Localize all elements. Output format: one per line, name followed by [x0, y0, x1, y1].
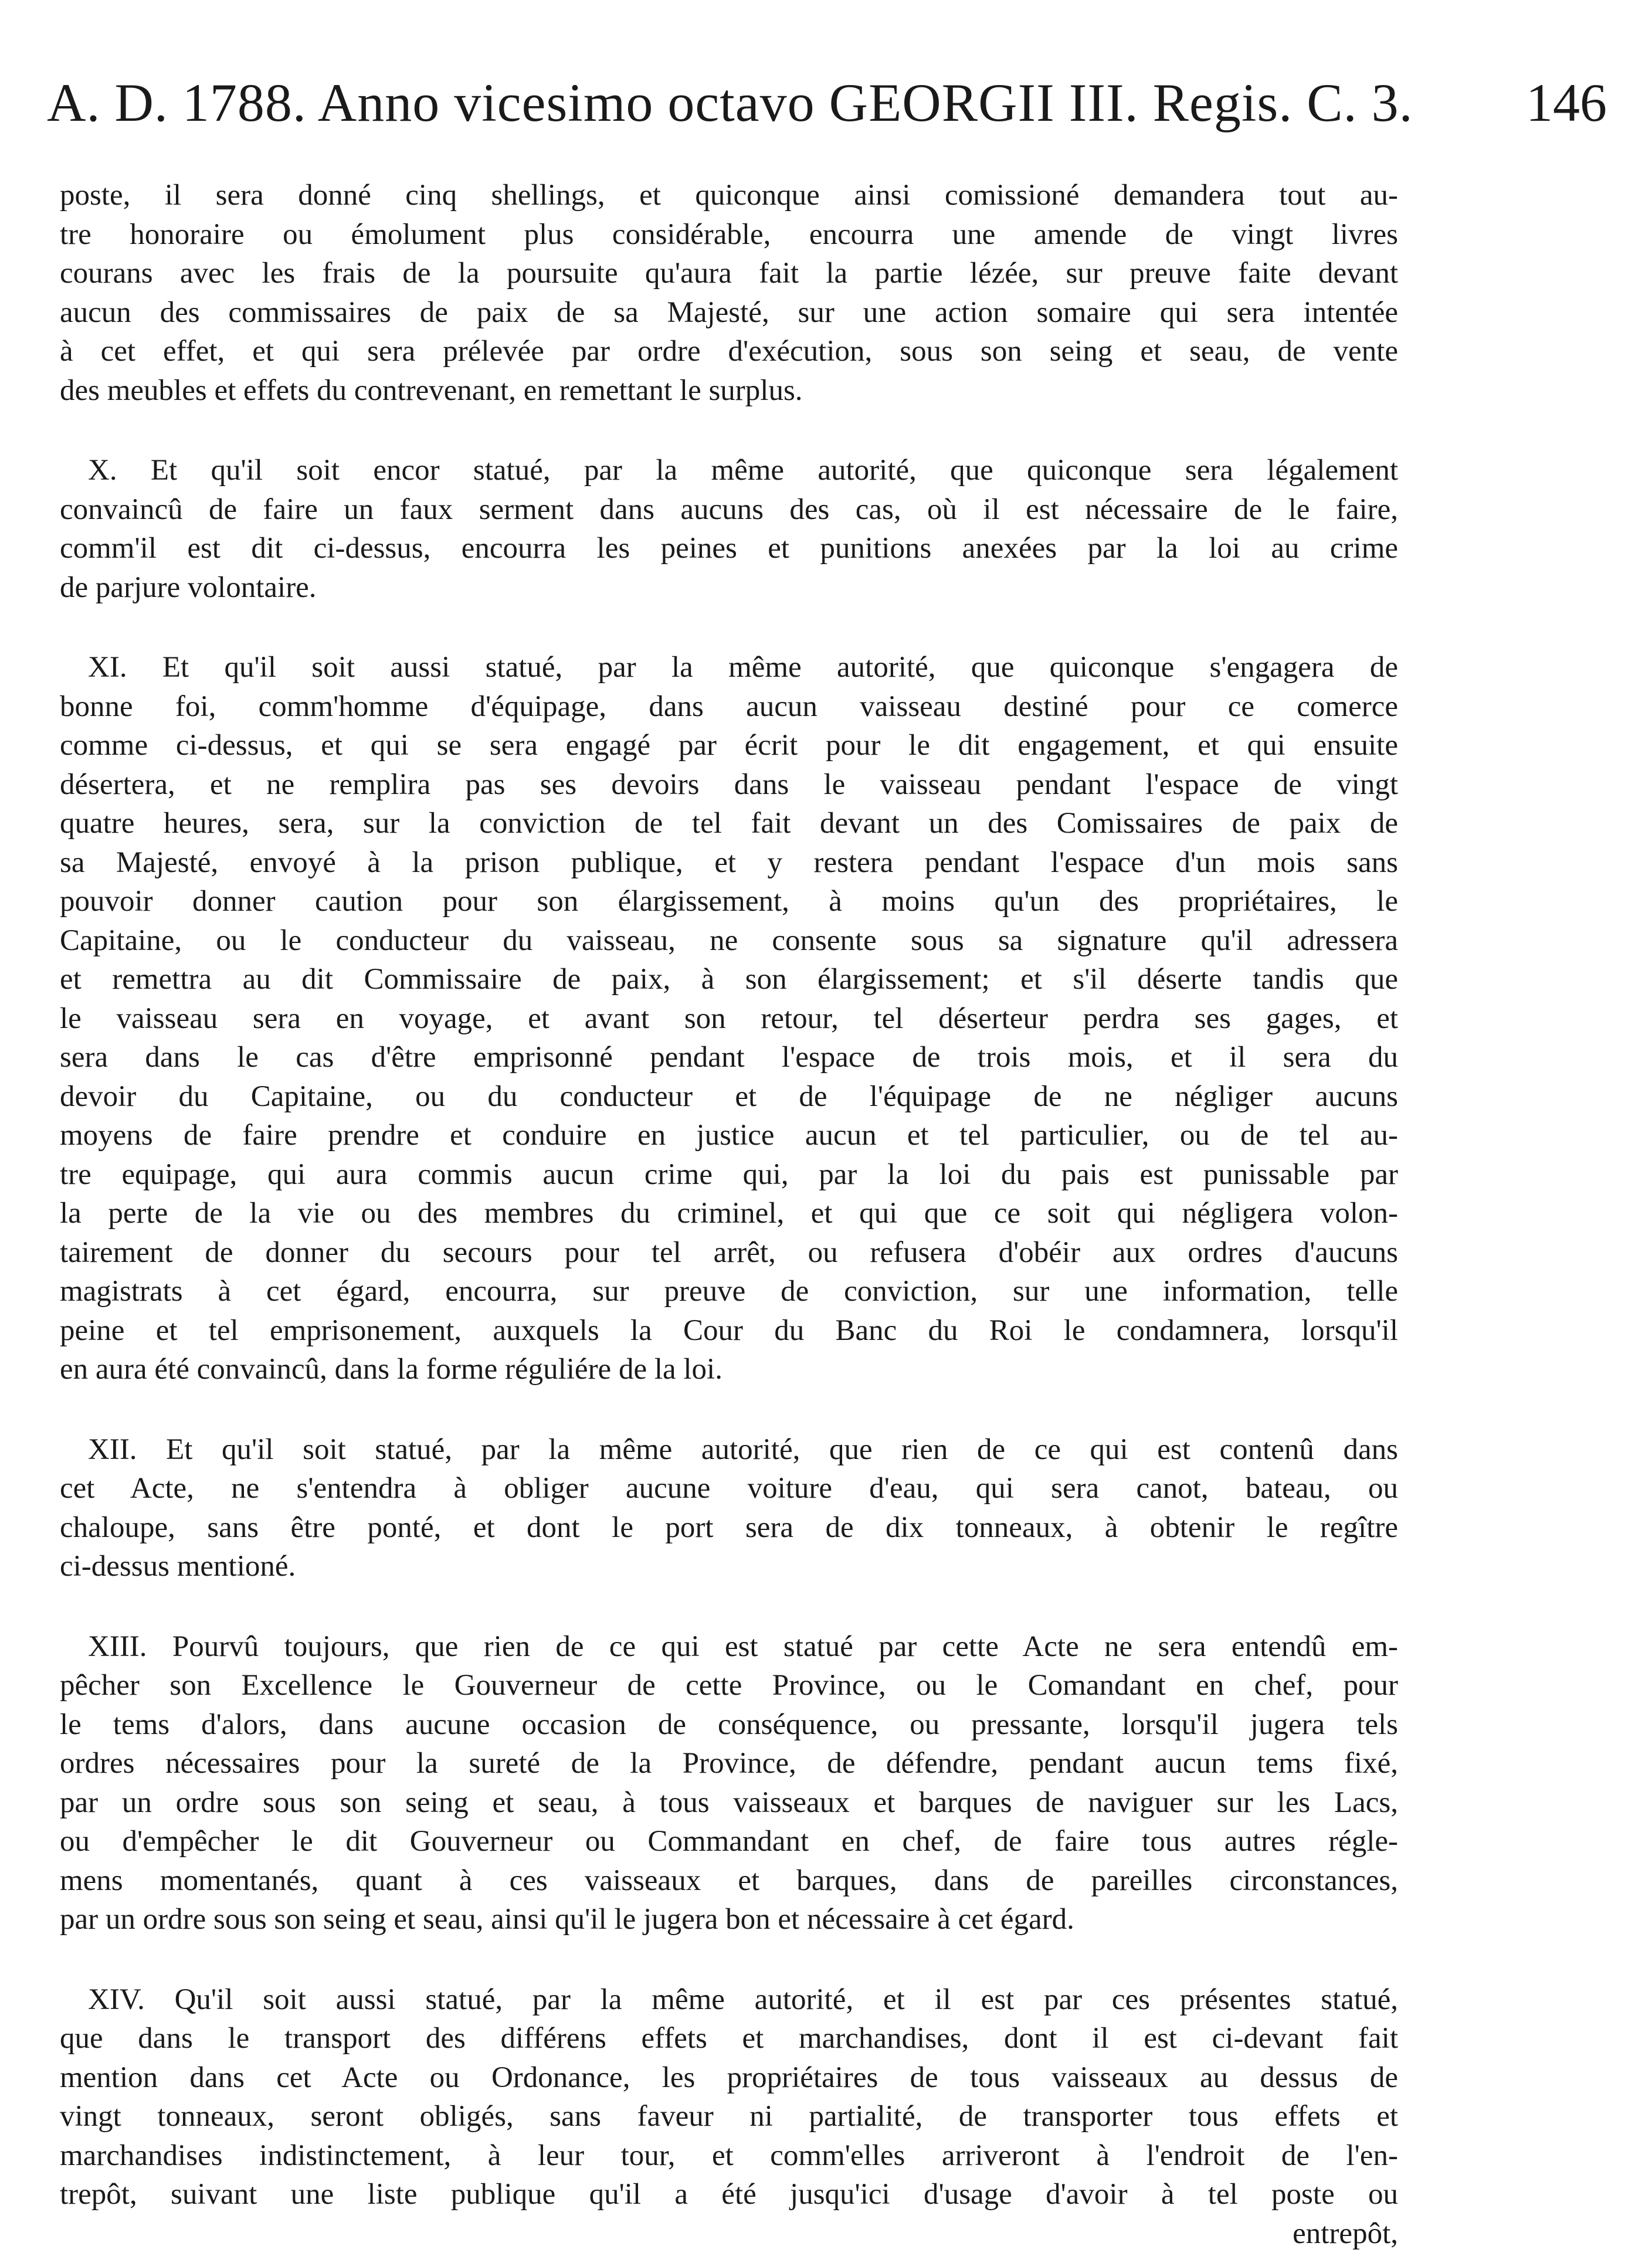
text-line: aucun des commissaires de paix de sa Majesté, sur une action somaire qui sera intentée: [60, 293, 1398, 332]
text-line: par un ordre sous son seing et seau, ainsi qu'il le jugera bon et nécessaire à cet égard.: [60, 1900, 1398, 1939]
text-line: la perte de la vie ou des membres du criminel, et qui que ce soit qui négligera volon-: [60, 1194, 1398, 1233]
text-line: tre honoraire ou émolument plus considérable, encourra une amende de vingt livres: [60, 215, 1398, 255]
paragraph-continuation: [60, 176, 1398, 410]
text-line: à cet effet, et qui sera prélevée par ordre d'exécution, sous son seing et seau, de vente: [60, 332, 1398, 371]
section-xii: [60, 1430, 1398, 1586]
text-line: marchandises indistinctement, à leur tour, et comm'elles arriveront à l'endroit de l'en-: [60, 2136, 1398, 2176]
catchword: entrepôt,: [60, 2214, 1398, 2253]
text-line: peine et tel emprisonement, auxquels la Cour du Banc du Roi le condamnera, lorsqu'il: [60, 1311, 1398, 1351]
section-xiv: [60, 1980, 1398, 2253]
text-line: XIII. Pourvû toujours, que rien de ce qui est statué par cette Acte ne sera entendû em-: [60, 1627, 1398, 1667]
text-line: chaloupe, sans être ponté, et dont le port sera de dix tonneaux, à obtenir le regître: [60, 1508, 1398, 1548]
text-line: moyens de faire prendre et conduire en justice aucun et tel particulier, ou de tel au-: [60, 1116, 1398, 1155]
section-xiii: [60, 1627, 1398, 1939]
text-line: cet Acte, ne s'entendra à obliger aucune voiture d'eau, qui sera canot, bateau, ou: [60, 1469, 1398, 1508]
text-line: tre equipage, qui aura commis aucun crime qui, par la loi du pais est punissable par: [60, 1155, 1398, 1195]
text-line: mens momentanés, quant à ces vaisseaux et barques, dans de pareilles circonstances,: [60, 1861, 1398, 1901]
text-line: le vaisseau sera en voyage, et avant son retour, tel déserteur perdra ses gages, et: [60, 999, 1398, 1039]
text-line: de parjure volontaire.: [60, 568, 1398, 608]
page-header: [47, 59, 1607, 147]
text-line: tairement de donner du secours pour tel arrêt, ou refusera d'obéir aux ordres d'aucuns: [60, 1233, 1398, 1273]
text-line: des meubles et effets du contrevenant, en remettant le surplus.: [60, 371, 1398, 410]
text-line: ou d'empêcher le dit Gouverneur ou Commandant en chef, de faire tous autres régle-: [60, 1822, 1398, 1861]
text-line: quatre heures, sera, sur la conviction de tel fait devant un des Comissaires de paix de: [60, 804, 1398, 843]
text-line: ordres nécessaires pour la sureté de la Province, de défendre, pendant aucun tems fixé,: [60, 1744, 1398, 1783]
text-line: et remettra au dit Commissaire de paix, à son élargissement; et s'il déserte tandis que: [60, 960, 1398, 999]
text-line: pêcher son Excellence le Gouverneur de cette Province, ou le Comandant en chef, pour: [60, 1666, 1398, 1705]
body-text: [60, 176, 1398, 2253]
text-line: par un ordre sous son seing et seau, à tous vaisseaux et barques de naviguer sur les Lacs,: [60, 1783, 1398, 1823]
text-line: désertera, et ne remplira pas ses devoirs dans le vaisseau pendant l'espace de vingt: [60, 765, 1398, 805]
text-line: magistrats à cet égard, encourra, sur preuve de conviction, sur une information, telle: [60, 1272, 1398, 1311]
page-number: 146: [1526, 59, 1607, 147]
text-line: le tems d'alors, dans aucune occasion de conséquence, ou pressante, lorsqu'il jugera tels: [60, 1705, 1398, 1745]
text-line: convaincû de faire un faux serment dans aucuns des cas, où il est nécessaire de le faire,: [60, 490, 1398, 530]
text-line: XII. Et qu'il soit statué, par la même autorité, que rien de ce qui est contenû dans: [60, 1430, 1398, 1470]
text-line: sa Majesté, envoyé à la prison publique, et y restera pendant l'espace d'un mois sans: [60, 843, 1398, 883]
text-line: mention dans cet Acte ou Ordonance, les propriétaires de tous vaisseaux au dessus de: [60, 2058, 1398, 2098]
section-x: [60, 451, 1398, 607]
text-line: que dans le transport des différens effets et marchandises, dont il est ci-devant fait: [60, 2019, 1398, 2058]
text-line: ci-dessus mentioné.: [60, 1547, 1398, 1586]
section-xi: [60, 648, 1398, 1389]
text-line: courans avec les frais de la poursuite qu'aura fait la partie lézée, sur preuve faite devant: [60, 254, 1398, 293]
text-line: devoir du Capitaine, ou du conducteur et de l'équipage de ne négliger aucuns: [60, 1077, 1398, 1117]
text-line: XI. Et qu'il soit aussi statué, par la même autorité, que quiconque s'engagera de: [60, 648, 1398, 687]
text-line: XIV. Qu'il soit aussi statué, par la même autorité, et il est par ces présentes statué,: [60, 1980, 1398, 2020]
text-line: vingt tonneaux, seront obligés, sans faveur ni partialité, de transporter tous effets et: [60, 2097, 1398, 2136]
text-line: en aura été convaincû, dans la forme réguliére de la loi.: [60, 1350, 1398, 1389]
text-line: Capitaine, ou le conducteur du vaisseau, ne consente sous sa signature qu'il adressera: [60, 921, 1398, 961]
text-line: poste, il sera donné cinq shellings, et quiconque ainsi comissioné demandera tout au-: [60, 176, 1398, 215]
running-title: A. D. 1788. Anno vicesimo octavo GEORGII III. Regis. C. 3.: [47, 59, 1413, 147]
text-line: X. Et qu'il soit encor statué, par la même autorité, que quiconque sera légalement: [60, 451, 1398, 490]
text-line: pouvoir donner caution pour son élargissement, à moins qu'un des propriétaires, le: [60, 882, 1398, 921]
text-line: comm'il est dit ci-dessus, encourra les peines et punitions anexées par la loi au crime: [60, 529, 1398, 568]
text-line: bonne foi, comm'homme d'équipage, dans aucun vaisseau destiné pour ce comerce: [60, 687, 1398, 727]
text-line: comme ci-dessus, et qui se sera engagé par écrit pour le dit engagement, et qui ensuite: [60, 726, 1398, 765]
text-line: trepôt, suivant une liste publique qu'il a été jusqu'ici d'usage d'avoir à tel poste ou: [60, 2175, 1398, 2214]
text-line: sera dans le cas d'être emprisonné pendant l'espace de trois mois, et il sera du: [60, 1038, 1398, 1077]
